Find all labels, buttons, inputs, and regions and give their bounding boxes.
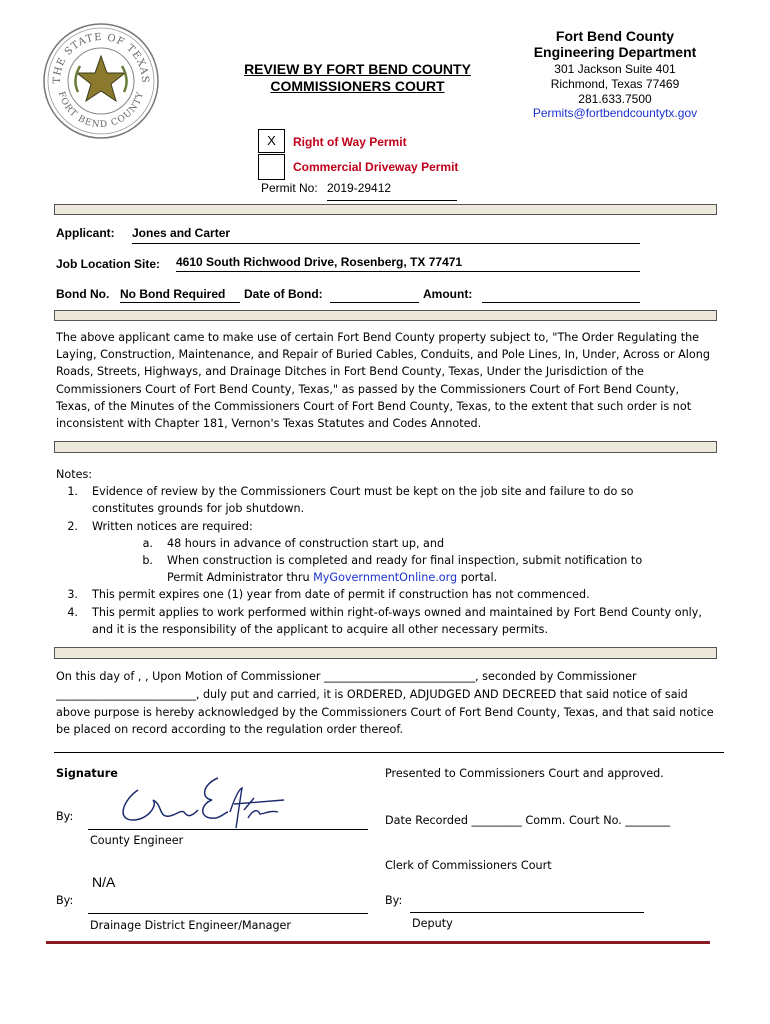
department-phone: 281.633.7500 [578,92,652,106]
note-item [56,604,716,638]
permit-no-value: 2019-29412 [327,181,457,201]
by-label-clerk: By: [385,894,403,907]
note-subitem-text-after: portal. [457,571,498,585]
handwritten-signature [108,770,288,832]
bond-no-label: Bond No. [56,287,110,301]
signature-divider-line [54,752,724,753]
note-number: 4. [67,605,78,619]
section-divider-bar [54,310,717,321]
county-engineer-label: County Engineer [90,834,184,847]
bond-date-label: Date of Bond: [244,287,323,301]
note-item [56,586,716,603]
note-number: 2. [67,519,78,533]
seal-graphic [42,22,160,140]
note-text: Evidence of review by the Commissioners Court must be kept on the job site and failure to do so constitutes grounds for job shutdown. [92,485,634,516]
seal-top-text: THE STATE OF TEXAS [51,31,151,84]
by-label-drainage: By: [56,894,74,907]
county-engineer-sign-line [88,829,368,830]
checkbox-right-of-way[interactable] [258,129,285,153]
notes-section [56,466,716,638]
county-seal [42,22,160,140]
title-line-1: REVIEW BY FORT BEND COUNTY [244,61,471,77]
note-text: Written notices are required: [92,519,253,533]
county-engineer-signature [108,770,288,832]
permit-type-label-row: Right of Way Permit [293,135,407,149]
permit-no-label: Permit No: [261,181,318,195]
department-name-2: Engineering Department [533,44,697,60]
amount-label: Amount: [423,287,473,301]
checkbox-commercial-driveway[interactable] [258,154,285,180]
drainage-engineer-label: Drainage District Engineer/Manager [90,919,292,932]
seal-bottom-text: FORT BEND COUNTY [55,90,147,131]
clerk-label: Clerk of Commissioners Court [385,859,552,872]
bottom-accent-line [46,941,710,944]
department-info [515,28,715,121]
deputy-sign-line [410,912,644,913]
na-text: N/A [92,874,116,890]
department-name-1: Fort Bend County [555,28,675,44]
drainage-sign-line [88,913,368,914]
note-subitem [56,535,716,552]
title-line-2: COMMISSIONERS COURT [270,78,445,94]
section-divider-bar [54,441,717,453]
permit-type-label-driveway: Commercial Driveway Permit [293,160,459,174]
section-divider-bar [54,647,717,659]
deputy-label: Deputy [412,917,453,930]
department-address-2: Richmond, Texas 77469 [550,77,680,91]
applicant-value: Jones and Carter [132,226,640,244]
notes-heading: Notes: [56,468,93,481]
note-text: This permit expires one (1) year from date of permit if construction has not commenced. [92,588,590,602]
note-subitem [56,552,716,586]
by-label-county: By: [56,810,74,823]
star-icon [77,56,125,101]
applicant-label: Applicant: [56,226,115,240]
section-divider-bar [54,204,717,215]
department-email-link[interactable]: Permits@fortbendcountytx.gov [532,106,698,120]
note-subitem-letter: b. [142,554,153,568]
motion-paragraph: On this day of , , Upon Motion of Commissioner ___________________________, seconded by Commissioner _________________________, duly put and carried, it is ORDERED, ADJUDGED AND DECREED that said notice of said above purpose is hereby acknowledged by the Commissioners Court of Fort Bend County, Texas, and that said notice be placed on record according to the regulation order thereof. [56,670,714,737]
mygovernmentonline-link[interactable]: MyGovernmentOnline.org [313,571,458,585]
department-address-1: 301 Jackson Suite 401 [554,62,676,76]
order-paragraph: The above applicant came to make use of certain Fort Bend County property subject to, "The Order Regulating the Laying, Construction, Maintenance, and Repair of Buried Cables, Conduits, and Pole Lines, In, Under, Across or Along Roads, Streets, Highways, and Drainage Ditches in Fort Bend County, Texas, Under the Jurisdiction of the Commissioners Court of Fort Bend County, Texas," as passed by the Commissioners Court of Fort Bend County, Texas, of the Minutes of the Commissioners Court of Fort Bend County, Texas, to the extent that such order is not inconsistent with Chapter 181, Vernon's Texas Statutes and Codes Annoted. [56,331,710,431]
note-subitem-text: 48 hours in advance of construction start up, and [167,536,445,550]
signature-heading: Signature [56,767,118,780]
svg-text:FORT BEND COUNTY [56,90,146,130]
date-recorded-text: Date Recorded _________ Comm. Court No. ________ [385,814,671,827]
note-subitem-letter: a. [142,536,153,550]
note-number: 1. [67,485,78,499]
amount-value [482,287,640,303]
bond-date-value [330,287,419,303]
job-location-label: Job Location Site: [56,257,161,271]
form-title [200,61,515,95]
bond-no-value: No Bond Required [120,287,240,303]
note-number: 3. [67,588,78,602]
note-text: This permit applies to work performed within right-of-ways owned and maintained by Fort Bend County only, and it is the responsibility of the applicant to acquire all other necessary permits. [92,605,702,636]
note-item [56,518,716,535]
checkbox-mark: X [267,133,276,148]
note-item [56,483,716,517]
note-subitem-text-before: When construction is completed and ready for final inspection, submit notification to Permit Administrator thru [167,554,643,585]
presented-text: Presented to Commissioners Court and approved. [385,767,664,780]
job-location-value: 4610 South Richwood Drive, Rosenberg, TX 77471 [176,255,640,272]
note-subitem-text [167,552,667,586]
